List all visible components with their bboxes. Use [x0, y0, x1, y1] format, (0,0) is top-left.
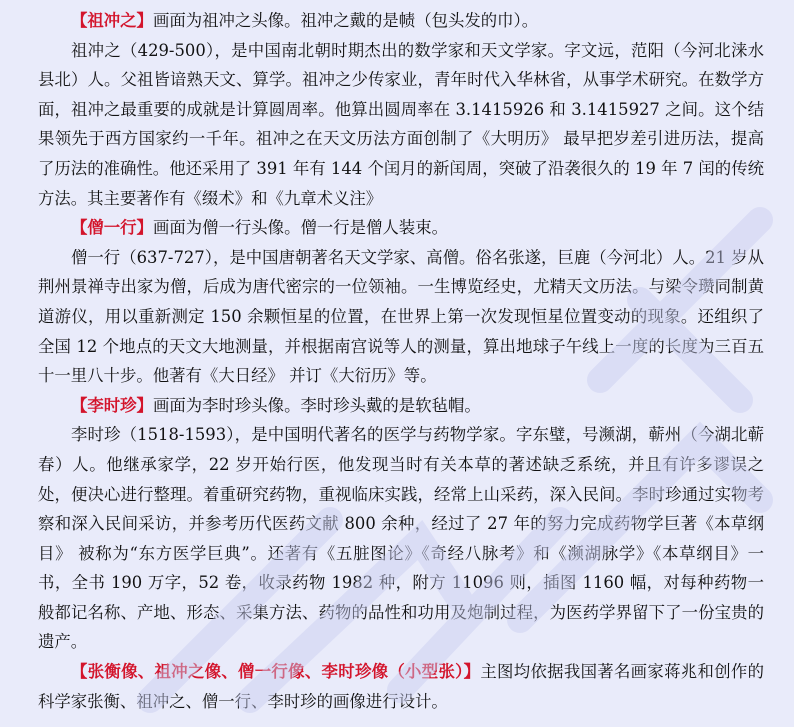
zu-heading: 【祖冲之】 [71, 11, 153, 30]
yi-body: 僧一行（637-727），是中国唐朝著名天文学家、高僧。俗名张遂，巨鹿（今河北）人。21 岁从荆州景禅寺出家为僧，后成为唐代密宗的一位领袖。一生博览经史，尤精天文历法。与梁令瓒同制黄道游仪，用以重新测定 150 余颗恒星的位置，在世界上第一次发现恒星位置变动的现象。还组织了全国 12 个地点的天文大地测量，并根据南宫说等人的测量，算出地球子午线上一度的长度为三百五十一里八十步。他著有《大日经》 并订《大衍历》等。 [38, 247, 764, 386]
yi-caption [38, 213, 764, 243]
yi-caption-text: 画面为僧一行头像。僧一行是僧人装束。 [152, 218, 448, 238]
set-caption [38, 657, 764, 716]
zu-caption [38, 6, 764, 36]
zu-body: 祖冲之（429-500），是中国南北朝时期杰出的数学家和天文学家。字文远，范阳（今河北涞水县北）人。父祖皆谙熟天文、算学。祖冲之少传家业，青年时代入华林省，从事学术研究。在数学方面，祖冲之最重要的成就是计算圆周率。他算出圆周率在 3.1415926 和 3.1415927 之间。这个结果领先于西方国家约一千年。祖冲之在天文历法方面创制了《大明历》 最早把岁差引进历法，提高了历法的准确性。他还采用了 391 年有 144 个闰月的新闰周，突破了沿袭很久的 19 年 7 闰的传统方法。其主要著作有《缀术》和《九章术义注》 [38, 40, 764, 208]
set-heading: 【张衡像、祖冲之像、僧一行像、李时珍像（小型张）】 [71, 662, 481, 682]
li-caption-text: 画面为李时珍头像。李时珍头戴的是软毡帽。 [152, 395, 481, 415]
zu-caption-text: 画面为祖冲之头像。祖冲之戴的是帻（包头发的巾）。 [152, 11, 539, 30]
yi-heading: 【僧一行】 [71, 218, 153, 238]
li-caption [38, 391, 764, 421]
li-heading: 【李时珍】 [71, 395, 153, 415]
li-body: 李时珍（1518-1593），是中国明代著名的医学与药物学家。字东璧，号濒湖，蕲州（今湖北蕲春）人。他继承家学，22 岁开始行医，他发现当时有关本草的著述缺乏系统，并且有许多谬误之处，便决心进行整理。着重研究药物，重视临床实践，经常上山采药，深入民间。李时珍通过实物考察和深入民间采访，并参考历代医药文献 800 余种，经过了 27 年的努力完成药物学巨著《本草纲目》 被称为“东方医学巨典”。还著有《五脏图论》《奇经八脉考》和《濒湖脉学》《本草纲目》一书，全书 190 万字，52 卷，收录药物 1982 种，附方 11096 则，插图 1160 幅，对每种药物一般都记名称、产地、形态、采集方法、药物的品性和功用及炮制过程，为医药学界留下了一份宝贵的遗产。 [38, 425, 764, 652]
set-body: 主图均依据我国著名画家蒋兆和创作的科学家张衡、祖冲之、僧一行、李时珍的画像进行设计。 [38, 662, 764, 711]
